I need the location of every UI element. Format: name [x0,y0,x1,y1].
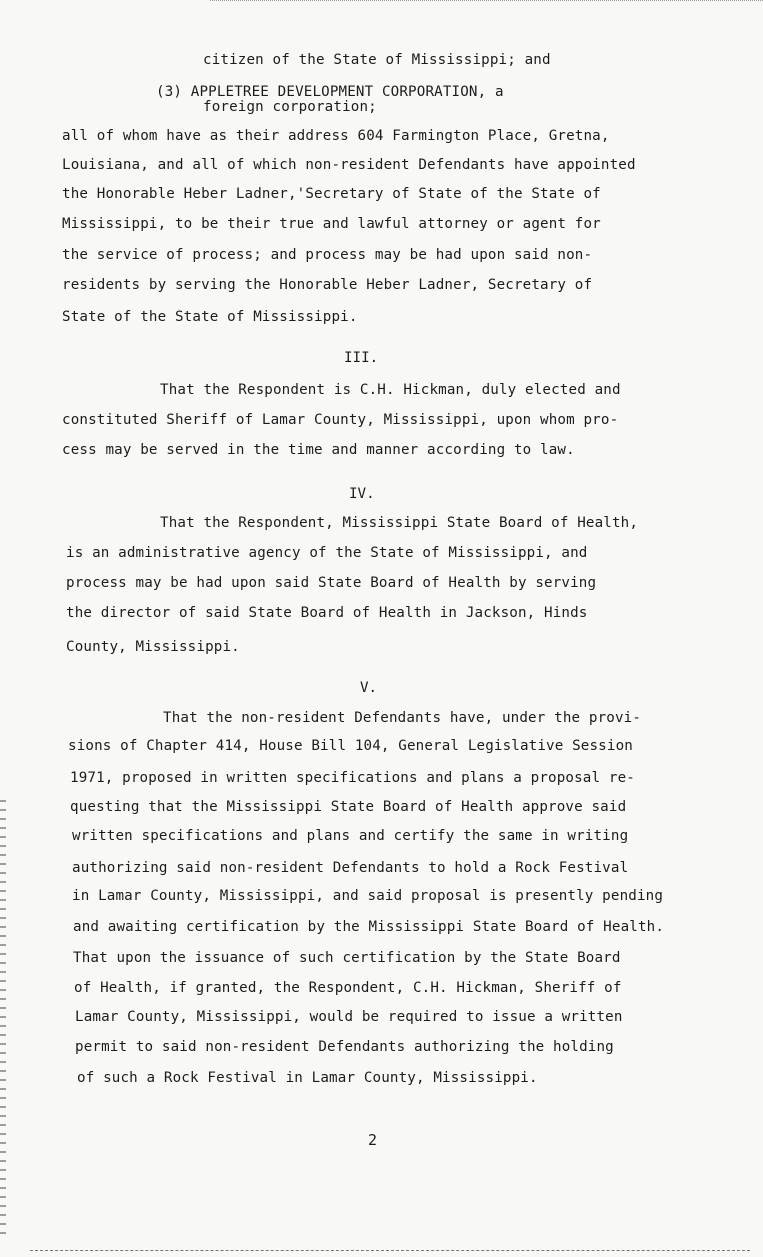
top-edge-dots [210,0,763,4]
text-line: permit to said non-resident Defendants authorizing the holding [75,1039,614,1055]
text-line: process may be had upon said State Board of Health by serving [66,575,597,591]
text-line: That upon the issuance of such certification by the State Board [73,950,621,966]
text-line: sions of Chapter 414, House Bill 104, General Legislative Session [68,738,633,754]
text-line: Lamar County, Mississippi, would be required to issue a written [75,1009,623,1025]
text-line: Louisiana, and all of which non-resident Defendants have appointed [62,157,636,173]
text-line: residents by serving the Honorable Heber Ladner, Secretary of [62,277,593,293]
text-line: is an administrative agency of the State of Mississippi, and [66,545,588,561]
section-heading-v: V. [360,680,378,696]
text-line: foreign corporation; [203,99,377,115]
text-line: the service of process; and process may be had upon said non- [62,247,593,263]
text-line: County, Mississippi. [66,639,240,655]
text-line: State of the State of Mississippi. [62,309,358,325]
text-line: constituted Sheriff of Lamar County, Mississippi, upon whom pro- [62,412,619,428]
text-line: authorizing said non-resident Defendants to hold a Rock Festival [72,860,629,876]
text-line: That the Respondent, Mississippi State Board of Health, [160,515,639,531]
text-line: and awaiting certification by the Mississippi State Board of Health. [73,919,665,935]
text-line: written specifications and plans and certify the same in writing [72,828,629,844]
text-line: of Health, if granted, the Respondent, C.H. Hickman, Sheriff of [74,980,622,996]
text-line: cess may be served in the time and manner according to law. [62,442,575,458]
bottom-edge-rule [30,1250,750,1251]
page-number: 2 [368,1131,378,1149]
text-line: 1971, proposed in written specifications and plans a proposal re- [70,770,635,786]
text-line: citizen of the State of Mississippi; and [203,52,551,68]
text-line: of such a Rock Festival in Lamar County, Mississippi. [77,1070,538,1086]
text-line: Mississippi, to be their true and lawful attorney or agent for [62,216,601,232]
text-line: That the Respondent is C.H. Hickman, duly elected and [160,382,621,398]
left-edge-scan-artifact [0,800,6,1240]
text-line: in Lamar County, Mississippi, and said proposal is presently pending [72,888,664,904]
text-line: the director of said State Board of Health in Jackson, Hinds [66,605,588,621]
text-line: That the non-resident Defendants have, under the provi- [163,710,642,726]
section-heading-iii: III. [344,350,379,366]
text-line: (3) APPLETREE DEVELOPMENT CORPORATION, a [156,84,504,100]
text-line: questing that the Mississippi State Board of Health approve said [70,799,627,815]
text-line: the Honorable Heber Ladner,'Secretary of State of the State of [62,186,601,202]
text-line: all of whom have as their address 604 Farmington Place, Gretna, [62,128,610,144]
section-heading-iv: IV. [349,486,375,502]
